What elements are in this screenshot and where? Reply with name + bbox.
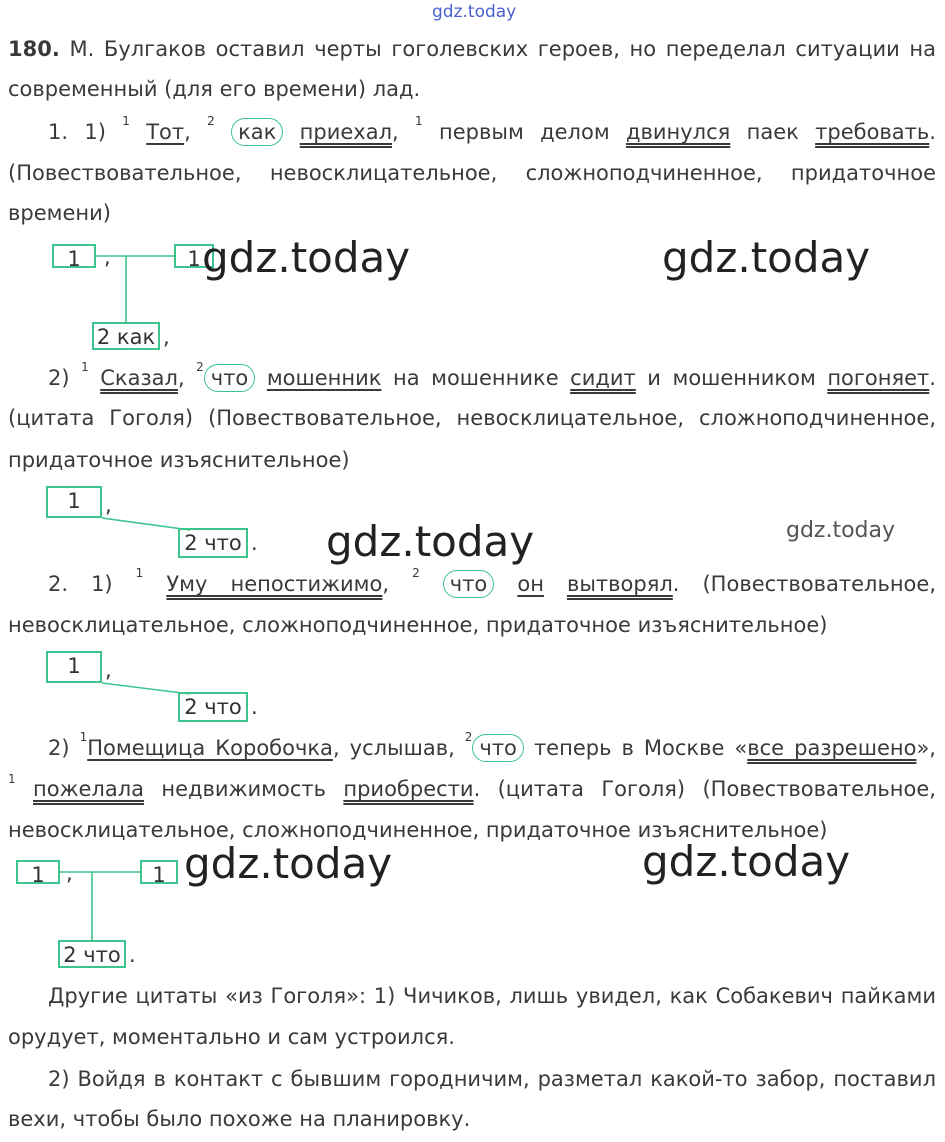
- watermark-5: gdz.today: [184, 839, 393, 888]
- subject-moshennik: мошенник: [266, 366, 382, 390]
- intro-line-2: современный (для его времени) лад.: [8, 77, 421, 101]
- s1-line-2: (Повествовательное, невосклицательное, сложноподчиненное, придаточное: [8, 161, 936, 185]
- predicate-vse-razresheno: все разрешено: [747, 736, 917, 760]
- predicate-trebovat: требовать: [815, 120, 930, 144]
- scheme4-comma: ,: [66, 861, 73, 885]
- other-line-2: орудует, моментально и сам устроился.: [8, 1025, 455, 1049]
- other-line-1: Другие цитаты «из Гоголя»: 1) Чичиков, лишь увидел, как Собакевич пайками: [48, 984, 936, 1008]
- s1-line-1: 1. 1) $^1$ Тот, $^2$ как приехал, $^1$ первым делом двинулся паек требовать.: [48, 114, 936, 144]
- scheme3-comma: ,: [105, 658, 112, 682]
- scheme4-main-box-2: 1: [140, 860, 178, 884]
- s1-line-3: времени): [8, 201, 111, 225]
- s4-line-2: $^1$ пожелала недвижимость приобрести. (цитата Гоголя) (Повествовательное,: [8, 772, 936, 801]
- other-line-3: 2) Войдя в контакт с бывшим городничим, разметал какой-то забор, поставил: [48, 1067, 936, 1091]
- scheme1-comma: ,: [104, 245, 111, 269]
- conjunction-chto-3: что: [472, 734, 524, 762]
- s3-line-2: невосклицательное, сложноподчиненное, придаточное изъяснительное): [8, 613, 828, 637]
- subject-pomeshchica: Помещица Коробочка: [87, 736, 333, 760]
- watermark-4: gdz.today: [786, 518, 896, 543]
- watermark-2: gdz.today: [662, 233, 871, 282]
- scheme4-main-box: 1: [16, 860, 60, 884]
- conjunction-chto-2: что: [443, 570, 495, 598]
- scheme4-dot: .: [129, 943, 136, 967]
- watermark-6: gdz.today: [642, 837, 851, 886]
- subject-tot: Тот: [146, 120, 185, 144]
- watermark-top: gdz.today: [432, 2, 517, 22]
- s3-line-1: 2. 1) $^1$ Уму непостижимо, $^2$ что он вытворял. (Повествовательное,: [48, 566, 936, 596]
- watermark-3: gdz.today: [326, 517, 535, 566]
- s2-line-1: 2) $^1$ Сказал, $^2$ что мошенник на мошеннике сидит и мошенником погоняет.: [48, 360, 936, 390]
- exercise-number: 180.: [8, 37, 60, 61]
- predicate-priehal: приехал: [299, 120, 393, 144]
- scheme1-sub-box: 2 как: [92, 322, 160, 350]
- subject-on: он: [517, 572, 544, 596]
- s2-line-3: придаточное изъяснительное): [8, 448, 350, 472]
- predicate-priobresti: приобрести: [343, 777, 474, 801]
- s4-line-3: невосклицательное, сложноподчиненное, придаточное изъяснительное): [8, 818, 828, 842]
- scheme3-dot: .: [251, 695, 258, 719]
- predicate-vytvoryal: вытворял: [566, 572, 673, 596]
- watermark-1: gdz.today: [202, 233, 411, 282]
- scheme2-main-box: 1: [46, 486, 102, 518]
- scheme2-comma: ,: [105, 493, 112, 517]
- scheme2-sub-box: 2 что: [178, 528, 248, 558]
- predicate-pogonyaet: погоняет: [827, 366, 930, 390]
- scheme1-sub-comma: ,: [163, 325, 170, 349]
- scheme3-sub-box: 2 что: [178, 692, 248, 722]
- predicate-skazal: Сказал: [100, 366, 178, 390]
- other-line-4: вехи, чтобы было похоже на планировку.: [8, 1107, 471, 1131]
- predicate-dvinulsya: двинулся: [625, 120, 731, 144]
- s2-line-2: (цитата Гоголя) (Повествовательное, невосклицательное, сложноподчиненное,: [8, 406, 936, 430]
- scheme3-main-box: 1: [46, 651, 102, 683]
- s4-line-1: 2) $^1$Помещица Коробочка, услышав, $^2$ что теперь в Москве «все разрешено»,: [48, 730, 936, 760]
- scheme2-dot: .: [251, 531, 258, 555]
- predicate-umu: Уму непостижимо: [166, 572, 383, 596]
- scheme1-main-box-2: 1: [174, 244, 214, 268]
- predicate-pozhelala: пожелала: [33, 777, 145, 801]
- scheme4-sub-box: 2 что: [58, 940, 126, 968]
- intro-text: М. Булгаков оставил черты гоголевских героев, но переделал ситуации на: [59, 37, 936, 61]
- scheme1-main-box: 1: [52, 244, 96, 268]
- conjunction-chto: что: [204, 364, 256, 392]
- predicate-sidit: сидит: [570, 366, 636, 390]
- conjunction-kak: как: [231, 118, 283, 146]
